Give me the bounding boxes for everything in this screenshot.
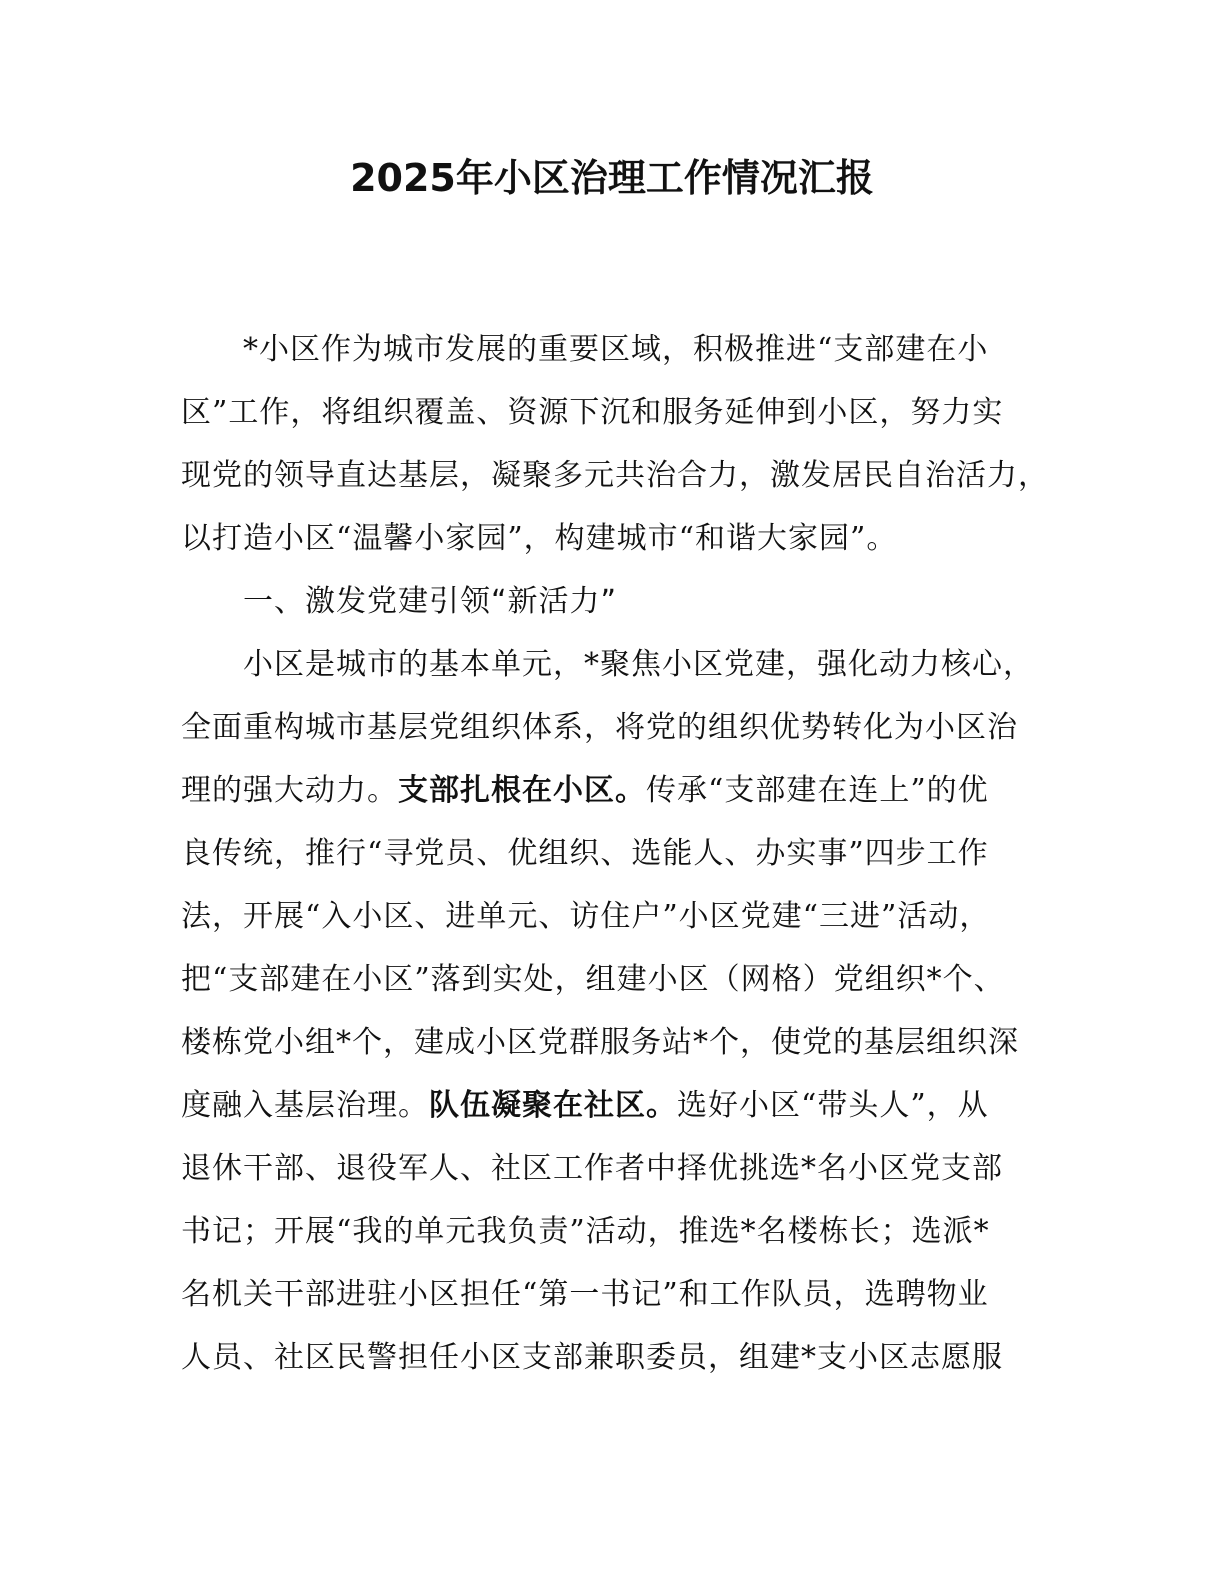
text-segment: 理的强大动力。: [181, 773, 398, 808]
text-line: [181, 759, 1051, 822]
text-line: [181, 1263, 1051, 1326]
text-line: [181, 444, 1051, 507]
text-segment: 一、激发党建引领“新活力”: [243, 584, 618, 619]
text-line: [181, 696, 1051, 759]
text-segment: 现党的领导直达基层，凝聚多元共治合力，激发居民自治活力，: [181, 458, 1049, 493]
text-segment: *小区作为城市发展的重要区域，积极推进“支部建在小: [243, 332, 989, 367]
text-segment: 以打造小区“温馨小家园”，构建城市“和谐大家园”。: [181, 521, 898, 556]
text-segment: 小区是城市的基本单元，*聚焦小区党建，强化动力核心，: [243, 647, 1034, 682]
text-segment: 传承“支部建在连上”的优: [646, 773, 989, 808]
text-line: [181, 822, 1051, 885]
text-segment: 法，开展“入小区、进单元、访住户”小区党建“三进”活动，: [181, 899, 991, 934]
text-segment: 区”工作，将组织覆盖、资源下沉和服务延伸到小区，努力实: [181, 395, 1004, 430]
text-segment: 书记；开展“我的单元我负责”活动，推选*名楼栋长；选派*: [181, 1214, 990, 1249]
text-line: [181, 381, 1051, 444]
text-segment: 名机关干部进驻小区担任“第一书记”和工作队员，选聘物业: [181, 1277, 989, 1312]
text-line: [181, 318, 1051, 381]
text-segment: 选好小区“带头人”，从: [677, 1088, 989, 1123]
text-line: [181, 1074, 1051, 1137]
text-segment: 全面重构城市基层党组织体系，将党的组织优势转化为小区治: [181, 710, 1018, 745]
text-segment: 良传统，推行“寻党员、优组织、选能人、办实事”四步工作: [181, 836, 989, 871]
text-line: [181, 1326, 1051, 1389]
text-line: [181, 633, 1051, 696]
text-segment: 楼栋党小组*个，建成小区党群服务站*个，使党的基层组织深: [181, 1025, 1019, 1060]
text-line: [181, 507, 1051, 570]
bold-phrase: 队伍凝聚在社区。: [429, 1088, 677, 1123]
section-heading: [181, 570, 1051, 633]
bold-phrase: 支部扎根在小区。: [398, 773, 646, 808]
text-segment: 把“支部建在小区”落到实处，组建小区（网格）党组织*个、: [181, 962, 1005, 997]
text-line: [181, 1137, 1051, 1200]
text-line: [181, 1011, 1051, 1074]
text-line: [181, 1200, 1051, 1263]
text-segment: 退休干部、退役军人、社区工作者中择优挑选*名小区党支部: [181, 1151, 1003, 1186]
document-body: [181, 318, 1051, 1389]
document-title: 2025年小区治理工作情况汇报: [350, 156, 874, 200]
text-line: [181, 885, 1051, 948]
text-segment: 人员、社区民警担任小区支部兼职委员，组建*支小区志愿服: [181, 1340, 1003, 1375]
text-line: [181, 948, 1051, 1011]
text-segment: 度融入基层治理。: [181, 1088, 429, 1123]
